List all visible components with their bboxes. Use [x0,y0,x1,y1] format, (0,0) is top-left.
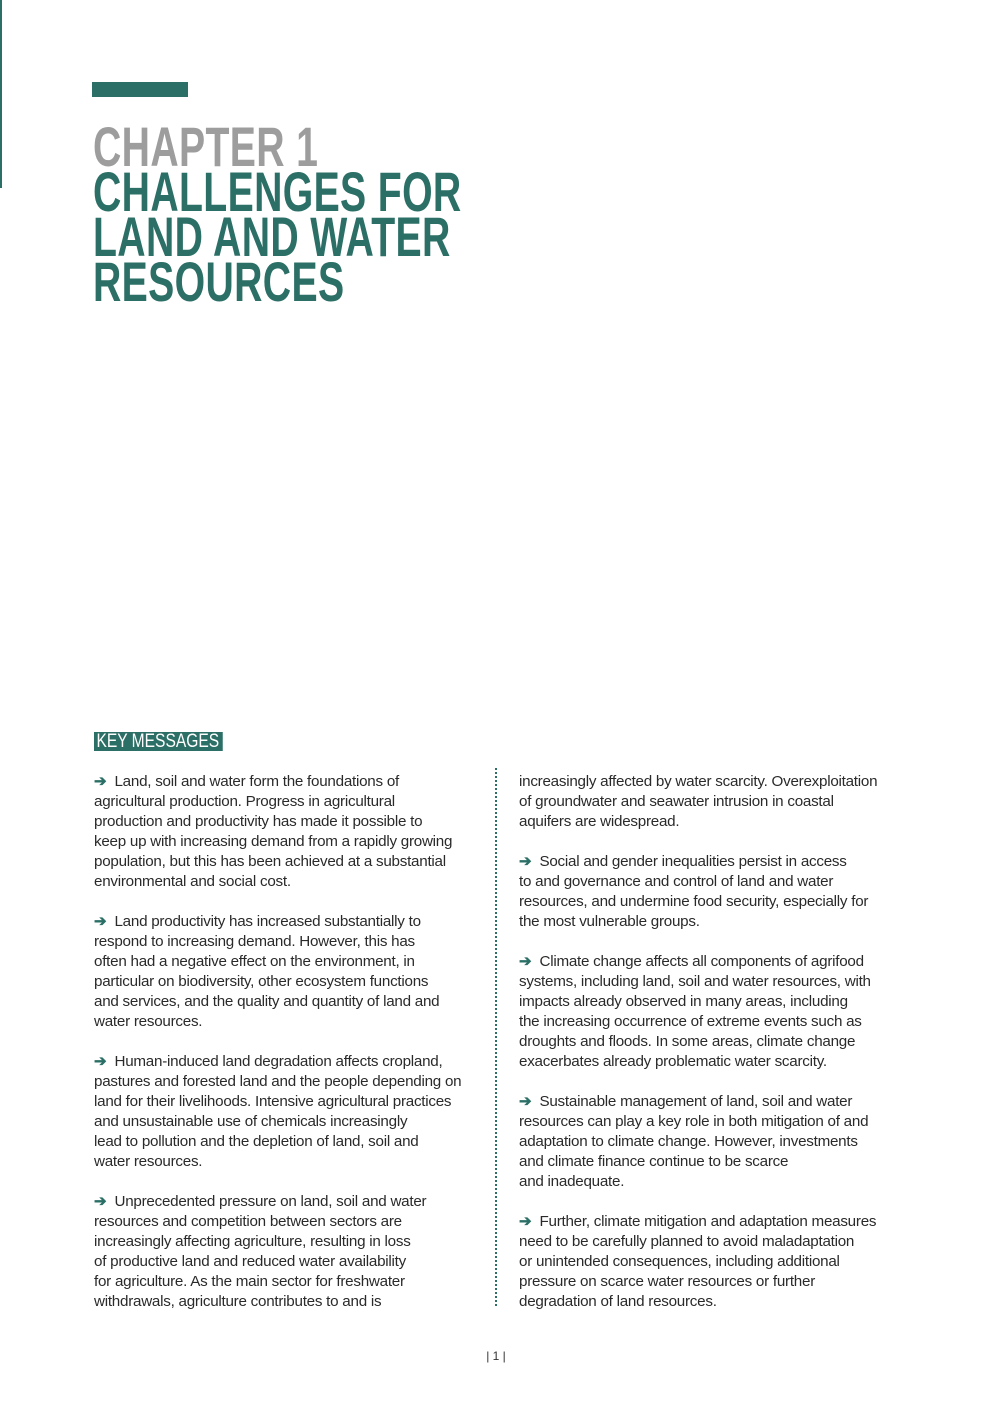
key-message-text: Further, climate mitigation and adaptation measures [539,1213,877,1230]
arrow-right-icon: ➔ [519,853,532,870]
key-message-text: resources and competition between sectors are [94,1213,402,1230]
key-message-line [519,812,877,832]
key-message [94,1192,461,1312]
key-message-line [519,1292,877,1312]
key-message-text: particular on biodiversity, other ecosystem functions [94,973,429,990]
key-message-line [94,992,461,1012]
key-message-text: the increasing occurrence of extreme events such as [519,1013,862,1030]
key-message-line [94,832,461,852]
key-message-line [94,1052,461,1072]
key-message-line [94,772,461,792]
key-message-line [94,1092,461,1112]
key-message-text: keep up with increasing demand from a rapidly growing [94,833,453,850]
chapter-title-line: LAND AND WATER [93,205,451,268]
key-message-line [519,912,877,932]
arrow-right-icon: ➔ [94,773,107,790]
key-message-line [94,792,461,812]
key-message-text: degradation of land resources. [519,1293,717,1310]
arrow-right-icon: ➔ [519,1093,532,1110]
arrow-right-icon: ➔ [519,1213,532,1230]
key-message-text: Land, soil and water form the foundations of [114,773,399,790]
key-message-line [519,772,877,792]
key-message [519,852,877,932]
key-message [94,912,461,1032]
key-message-line [94,932,461,952]
key-message-line [519,1052,877,1072]
key-message-line [94,1192,461,1212]
key-message-line [94,972,461,992]
key-message [94,1052,461,1172]
key-message-line [94,1012,461,1032]
key-message-text: and unsustainable use of chemicals increasingly [94,1113,408,1130]
key-message-text: population, but this has been achieved at a substantial [94,853,446,870]
key-message-line [94,812,461,832]
key-message-line [519,1132,877,1152]
key-message-text: Unprecedented pressure on land, soil and water [114,1193,427,1210]
key-message-text: for agriculture. As the main sector for freshwater [94,1273,405,1290]
key-message-line [94,912,461,932]
key-message-text: exacerbates already problematic water scarcity. [519,1053,827,1070]
chapter-title [93,115,462,313]
key-message-text: increasingly affected by water scarcity. Overexploitation [519,773,878,790]
key-message-line [519,892,877,912]
chapter-number: CHAPTER 1 [93,115,319,178]
key-message-line [519,1152,877,1172]
key-message-text: of groundwater and seawater intrusion in coastal [519,793,834,810]
key-message-text: need to be carefully planned to avoid maladaptation [519,1233,855,1250]
key-message-text: pressure on scarce water resources or further [519,1273,816,1290]
key-messages-right-column [519,772,877,1332]
key-message-line [94,1152,461,1172]
key-message-line [519,1252,877,1272]
key-message-line [94,852,461,872]
arrow-right-icon: ➔ [94,1053,107,1070]
key-message-line [519,872,877,892]
key-message-line [519,1012,877,1032]
key-message-line [519,1032,877,1052]
key-message-line [519,792,877,812]
key-message-text: often had a negative effect on the environment, in [94,953,415,970]
arrow-right-icon: ➔ [94,1193,107,1210]
key-message-text: production and productivity has made it possible to [94,813,423,830]
key-message-text: and inadequate. [519,1173,625,1190]
key-message [94,772,461,892]
key-message-text: Sustainable management of land, soil and water [539,1093,853,1110]
key-message-line [94,1252,461,1272]
key-message-line [94,1072,461,1092]
key-message-line [519,992,877,1012]
arrow-right-icon: ➔ [519,953,532,970]
column-divider [495,768,497,1306]
key-message-text: Land productivity has increased substantially to [114,913,421,930]
key-message [519,952,877,1072]
key-message-text: water resources. [94,1153,203,1170]
key-message-text: Social and gender inequalities persist in access [539,853,847,870]
key-message-line [519,1112,877,1132]
key-message-line [94,872,461,892]
key-message-text: pastures and forested land and the people depending on [94,1073,462,1090]
key-message-line [519,1172,877,1192]
key-message-text: aquifers are widespread. [519,813,680,830]
key-message-text: systems, including land, soil and water resources, with [519,973,871,990]
key-message-text: droughts and floods. In some areas, climate change [519,1033,856,1050]
key-messages-heading: KEY MESSAGES [94,732,222,751]
key-message-text: to and governance and control of land and water [519,873,834,890]
key-message-line [519,952,877,972]
key-message-line [519,852,877,872]
key-message-text: the most vulnerable groups. [519,913,700,930]
key-message-text: water resources. [94,1013,203,1030]
key-message-text: lead to pollution and the depletion of land, soil and [94,1133,419,1150]
key-message-line [94,952,461,972]
key-message-text: respond to increasing demand. However, this has [94,933,415,950]
key-message-line [519,1092,877,1112]
key-message-text: land for their livelihoods. Intensive agricultural practices [94,1093,452,1110]
key-message-text: withdrawals, agriculture contributes to and is [94,1293,382,1310]
key-message-text: environmental and social cost. [94,873,291,890]
key-message-line [519,972,877,992]
key-message-text: Human-induced land degradation affects cropland, [114,1053,443,1070]
key-message-line [94,1292,461,1312]
key-message-line [94,1132,461,1152]
chapter-title-line: CHALLENGES FOR [93,160,462,223]
key-message-line [519,1272,877,1292]
key-message-text: of productive land and reduced water availability [94,1253,406,1270]
key-messages-left-column [94,772,461,1332]
edge-accent-bar [0,0,2,188]
key-message-text: or unintended consequences, including additional [519,1253,840,1270]
key-message-text: resources can play a key role in both mitigation of and [519,1113,869,1130]
key-message-line [94,1212,461,1232]
key-message-line [94,1272,461,1292]
key-message [519,1092,877,1192]
key-message-line [519,1212,877,1232]
key-message-line [519,1232,877,1252]
key-message-text: increasingly affecting agriculture, resulting in loss [94,1233,411,1250]
key-message-text: impacts already observed in many areas, including [519,993,848,1010]
key-message [519,1212,877,1312]
key-message-text: resources, and undermine food security, especially for [519,893,869,910]
key-message-text: agricultural production. Progress in agricultural [94,793,395,810]
key-message-text: adaptation to climate change. However, investments [519,1133,858,1150]
chapter-accent-bar [92,82,188,97]
key-message-text: and climate finance continue to be scarce [519,1153,789,1170]
arrow-right-icon: ➔ [94,913,107,930]
page-number: | 1 | [486,1349,506,1363]
key-message [519,772,877,832]
key-message-text: Climate change affects all components of agrifood [539,953,864,970]
chapter-title-line: RESOURCES [93,250,345,313]
key-message-line [94,1112,461,1132]
key-message-text: and services, and the quality and quantity of land and [94,993,440,1010]
key-message-line [94,1232,461,1252]
